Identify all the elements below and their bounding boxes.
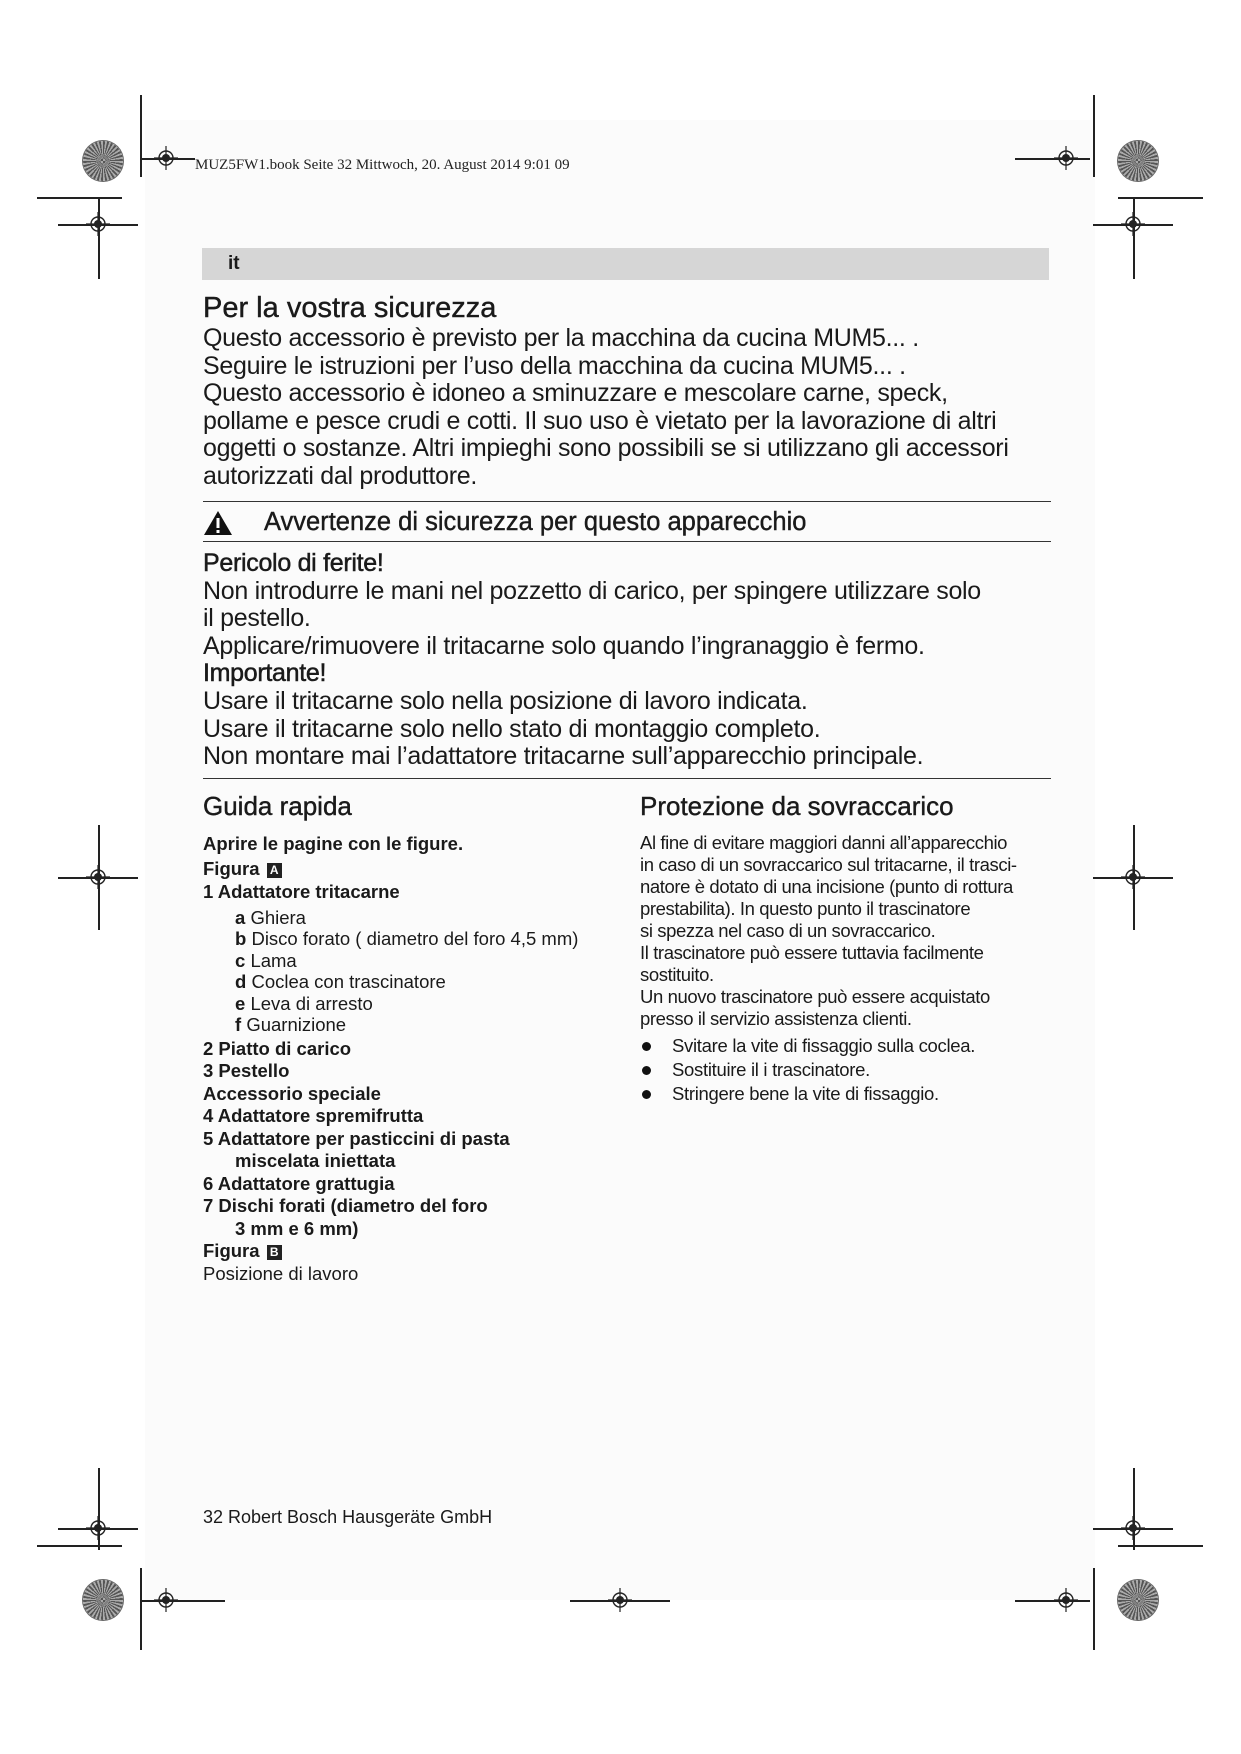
warning-header [203,502,1051,542]
special-accessory-heading: Accessorio speciale [203,1082,381,1104]
safety-line: Questo accessorio è idoneo a sminuzzare e mescolare carne, speck, [203,379,948,408]
overload-line: Un nuovo trascinatore può essere acquistato [640,986,990,1007]
overload-column [640,791,1055,1106]
overload-title: Protezione da sovraccarico [640,791,954,821]
safety-line: oggetti o sostanze. Altri impieghi sono possibili se si utilizzano gli accessori [203,434,1009,463]
quick-guide-column [203,791,623,1285]
overload-line: natore è dotato di una incisione (punto di rottura [640,876,1013,897]
part-item-5: 5 Adattatore per pasticcini di pasta [203,1127,510,1149]
part-item-7: 7 Dischi forati (diametro del foro [203,1195,488,1216]
subitem: e Leva di arresto [235,992,373,1014]
danger-line: Non introdurre le mani nel pozzetto di carico, per spingere utilizzare solo [203,576,981,605]
overload-line: in caso di un sovraccarico sul tritacarne, il trasci- [640,854,1017,875]
overload-bullet-list [640,1034,1055,1106]
color-rosette-icon [83,141,123,181]
important-line: Usare il tritacarne solo nello stato di montaggio completo. [203,714,821,743]
figure-a-label: Figura A [203,858,623,881]
safety-line: autorizzati dal produttore. [203,461,478,490]
danger-line: il pestello. [203,604,311,633]
overload-line: Il trascinatore può essere tuttavia facilmente [640,942,984,963]
list-item: Sostituire il i trascinatore. [640,1058,1055,1082]
danger-heading: Pericolo di ferite! [203,549,384,577]
figure-b-label: Figura B [203,1240,623,1263]
warning-triangle-icon [203,510,233,536]
warning-title: Avvertenze di sicurezza per questo apparecchio [264,508,807,536]
overload-line: presso il servizio assistenza clienti. [640,1008,912,1029]
work-position-caption: Posizione di lavoro [203,1262,359,1284]
overload-line: si spezza nel caso di un sovraccarico. [640,920,936,941]
subitem-list [203,907,623,1036]
page-footer: 32 Robert Bosch Hausgeräte GmbH [203,1507,493,1527]
safety-line: Seguire le istruzioni per l’uso della macchina da cucina MUM5... . [203,351,906,380]
subitem: f Guarnizione [235,1014,347,1035]
subitem: a Ghiera [235,906,306,928]
important-line: Usare il tritacarne solo nella posizione di lavoro indicata. [203,686,808,715]
overload-line: sostituito. [640,964,714,985]
subitem: b Disco forato ( diametro del foro 4,5 mm) [235,928,579,949]
safety-line: Questo accessorio è previsto per la macchina da cucina MUM5... . [203,324,919,352]
open-pages-note: Aprire le pagine con le figure. [203,833,464,854]
safety-title: Per la vostra sicurezza [203,292,497,324]
part-item-7-cont: 3 mm e 6 mm) [235,1217,359,1239]
part-item-3: 3 Pestello [203,1060,290,1081]
part-item-4: 4 Adattatore spremifrutta [203,1105,424,1126]
bullet-icon [642,1090,651,1099]
subitem: d Coclea con trascinatore [235,971,446,992]
warning-body [203,550,1051,771]
danger-line: Applicare/rimuovere il tritacarne solo quando l’ingranaggio è fermo. [203,631,925,660]
quick-guide-title: Guida rapida [203,791,352,821]
safety-line: pollame e pesce crudi e cotti. Il suo uso è vietato per la lavorazione di altri [203,406,997,435]
part-item-2: 2 Piatto di carico [203,1037,352,1059]
color-rosette-icon [83,1580,123,1620]
part-item-1: 1 Adattatore tritacarne [203,881,400,902]
list-item: Stringere bene la vite di fissaggio. [640,1082,1055,1106]
part-item-6: 6 Adattatore grattugia [203,1172,395,1194]
subitem: c Lama [235,949,297,971]
overload-line: prestabilita). In questo punto il trascinatore [640,898,971,919]
color-rosette-icon [1118,1580,1158,1620]
book-file-header: MUZ5FW1.book Seite 32 Mittwoch, 20. August 2014 9:01 09 [195,157,570,173]
important-line: Non montare mai l’adattatore tritacarne sull’apparecchio principale. [203,742,924,771]
figure-b-box: B [267,1245,282,1260]
warning-box [203,501,1051,779]
important-heading: Importante! [203,659,327,688]
safety-section [203,291,1051,491]
color-rosette-icon [1118,141,1158,181]
bullet-icon [642,1066,651,1075]
list-item: Svitare la vite di fissaggio sulla coclea. [640,1034,1055,1058]
overload-line: Al fine di evitare maggiori danni all’apparecchio [640,832,1008,853]
figure-a-box: A [267,863,282,878]
language-bar [202,248,1049,280]
part-item-5-cont: miscelata iniettata [235,1150,396,1171]
bullet-icon [642,1042,651,1051]
language-code: it [228,253,240,274]
